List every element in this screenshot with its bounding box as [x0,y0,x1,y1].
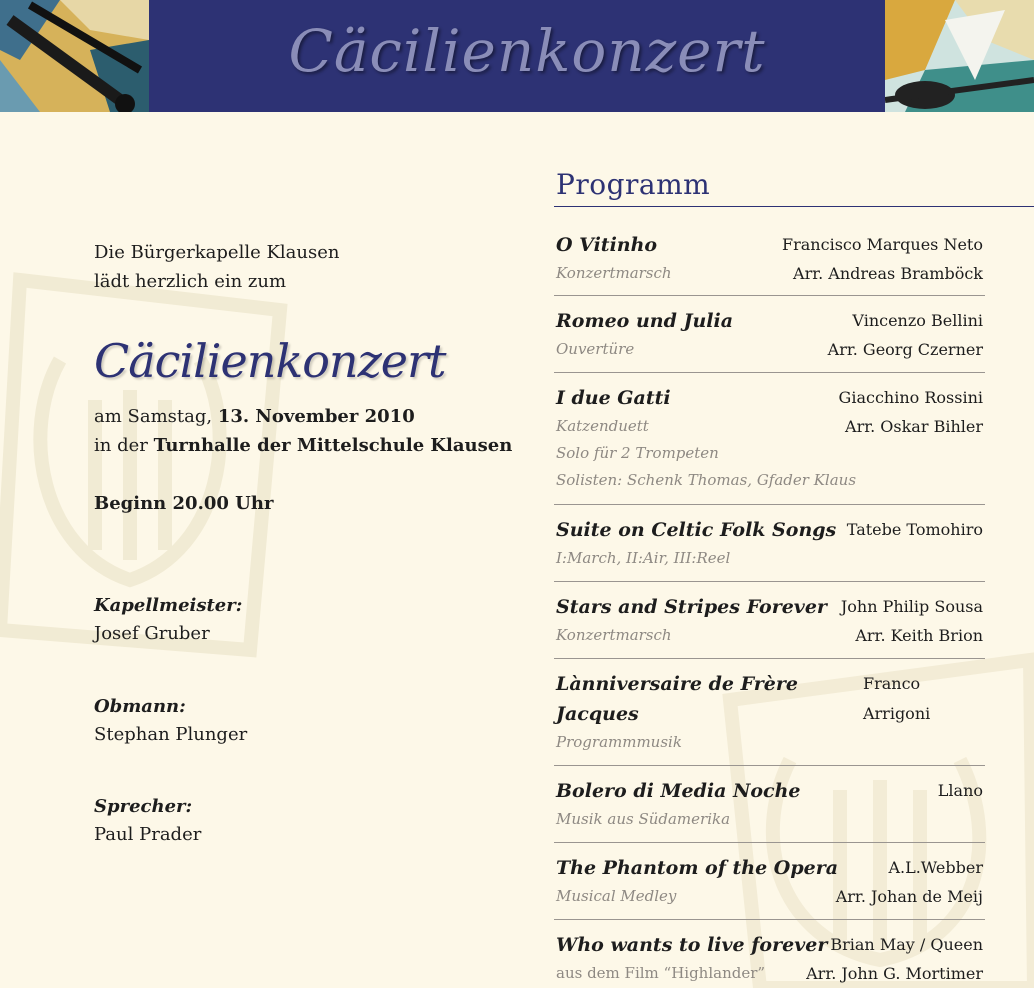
role-name: Josef Gruber [94,623,210,644]
instrument-artwork-left [0,0,149,112]
programme-item-header [554,306,985,336]
piece-subtitle: Programmmusik [556,733,682,751]
programme-item-header [554,383,985,413]
event-date: 13. November 2010 [217,406,415,427]
piece-subtitle: Ouvertüre [556,340,635,358]
programme-item-header [554,669,985,729]
start-time: Beginn 20.00 Uhr [94,493,274,514]
piece-note: Solisten: Schenk Thomas, Gfader Klaus [556,471,857,489]
piece-title: The Phantom of the Opera [556,857,839,879]
role-label: Kapellmeister: [94,595,243,616]
programme-item [554,843,985,920]
programme-item-details [554,883,985,910]
role-kapellmeister [94,592,514,648]
piece-composer: Llano [937,781,983,800]
programme-item [554,920,985,987]
programme-item-details [554,960,985,987]
programme-item-details [554,545,985,572]
piece-composer: Tatebe Tomohiro [846,520,983,539]
piece-note: Solo für 2 Trompeten [556,444,719,462]
programme-item [554,505,985,582]
programme-item-details [554,806,985,833]
event-venue: Turnhalle der Mittelschule Klausen [153,435,513,456]
piece-subtitle: Musical Medley [556,887,677,905]
programme-item-header [554,592,985,622]
intro-line-1: Die Bürgerkapelle Klausen [94,242,340,263]
piece-title: Suite on Celtic Folk Songs [556,519,837,541]
intro-line-2: lädt herzlich ein zum [94,271,287,292]
programme-item-note-line [554,440,985,467]
programme-item-header [554,853,985,883]
banner-title: Cäcilienkonzert [288,17,766,85]
piece-title: Romeo und Julia [556,310,734,332]
piece-arranger: Arr. Keith Brion [855,626,983,645]
programme-item-details [554,336,985,363]
piece-title: Bolero di Media Noche [556,780,801,802]
event-venue-line [94,431,514,460]
title-banner [149,0,885,112]
role-name: Stephan Plunger [94,724,248,745]
piece-composer: Brian May / Queen [830,935,983,954]
role-sprecher [94,793,514,849]
programme-item-header [554,515,985,545]
invitation-section [94,238,514,849]
programme-item-details [554,413,985,440]
piece-arranger: Arr. John G. Mortimer [806,964,983,983]
piece-composer: John Philip Sousa [840,597,983,616]
date-prefix: am Samstag, [94,406,218,427]
piece-title: Lànniversaire de Frère Jacques [556,673,798,725]
piece-composer: Vincenzo Bellini [852,311,983,330]
programme-item-header [554,776,985,806]
piece-composer: Franco Arrigoni [862,674,931,723]
role-label: Obmann: [94,696,186,717]
event-details [94,402,514,460]
piece-composer: Francisco Marques Neto [782,235,983,254]
programme-item-header [554,230,985,260]
programme-item [554,766,985,843]
programme-item [554,373,985,505]
piece-composer: A.L.Webber [888,858,983,877]
role-name: Paul Prader [94,824,202,845]
piece-title: I due Gatti [556,387,671,409]
piece-subtitle: Musik aus Südamerika [556,810,731,828]
role-label: Sprecher: [94,796,193,817]
piece-title: Stars and Stripes Forever [556,596,827,618]
piece-subtitle: Katzenduett [556,417,649,435]
programme-item-details [554,729,985,756]
instrument-artwork-right [885,0,1034,112]
piece-composer: Giacchino Rossini [838,388,983,407]
piece-arranger: Arr. Oskar Bihler [845,417,983,436]
programme-divider [554,206,1034,207]
piece-title: Who wants to live forever [556,934,828,956]
programme-item [554,582,985,659]
programme-item-note-line [554,467,985,494]
invitation-intro [94,238,514,296]
piece-subtitle: I:March, II:Air, III:Reel [556,549,731,567]
role-obmann [94,693,514,749]
piece-subtitle: Konzertmarsch [556,626,672,644]
piece-subtitle: Konzertmarsch [556,264,672,282]
venue-prefix: in der [94,435,154,456]
programme-item-details [554,622,985,649]
programme-list [554,226,985,987]
piece-subtitle: aus dem Film “Highlander” [556,964,766,982]
programme-item [554,226,985,296]
piece-arranger: Arr. Georg Czerner [827,340,983,359]
programme-item-details [554,260,985,287]
piece-arranger: Arr. Andreas Bramböck [793,264,983,283]
concert-title: Cäcilienkonzert [94,334,446,388]
event-date-line [94,402,514,431]
piece-title: O Vitinho [556,234,658,256]
programme-heading: Programm [556,168,711,201]
piece-arranger: Arr. Johan de Meij [835,887,983,906]
programme-item-header [554,930,985,960]
header [0,0,1034,112]
programme-item [554,296,985,373]
programme-item [554,659,985,766]
